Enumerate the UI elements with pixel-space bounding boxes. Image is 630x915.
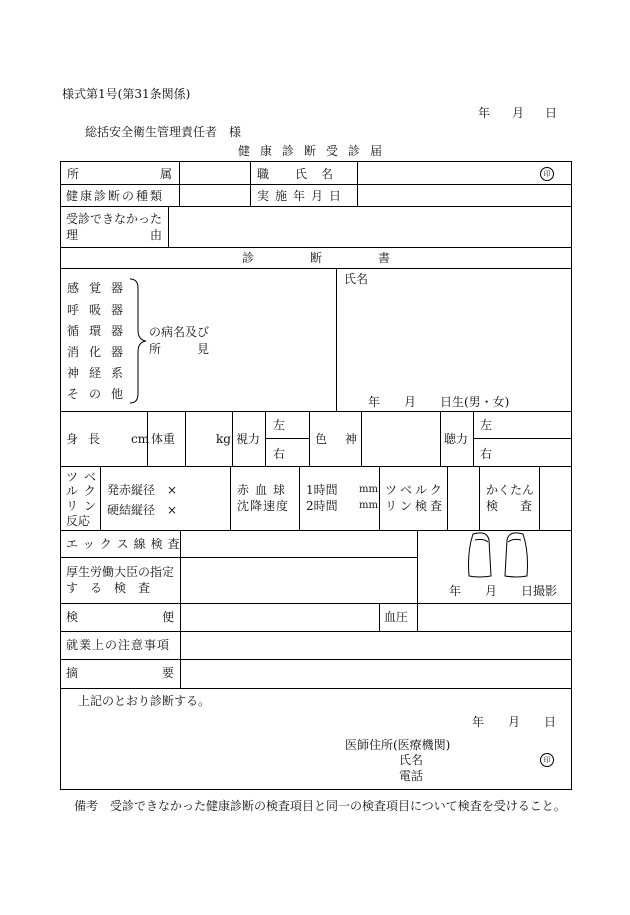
vision-left-label: 左 (273, 418, 286, 432)
tuberculin-label-1: ツベ (66, 470, 103, 484)
vision-label: 視力 (236, 432, 261, 446)
weight-label: 体重 (151, 432, 176, 446)
summary-label-b: 要 (161, 666, 174, 680)
summary-label-a: 摘 (66, 666, 79, 680)
chest-xray-icon (465, 532, 535, 580)
hearing-left-label: 左 (480, 418, 493, 432)
certification-statement: 上記のとおり診断する。 (78, 694, 211, 708)
esr-hour1: 1時間 (306, 483, 338, 497)
tuberculin-label-2: ルク (66, 484, 102, 498)
findings-label-a: 所 (149, 342, 162, 356)
color-vision-label: 色神 (315, 432, 376, 446)
form-number: 様式第1号(第31条関係) (62, 87, 191, 101)
certification-date: 年 月 日 (472, 715, 557, 729)
date-month-label: 月 (512, 106, 525, 120)
organ-item: 神経系 (67, 366, 134, 380)
erythema-label: 発赤縦径 × (107, 483, 178, 497)
tb-test-label-1: ツベルク (385, 483, 445, 497)
stool-label-b: 便 (161, 610, 174, 624)
weight-unit: kg (216, 432, 231, 446)
esr-label-2: 沈降速度 (237, 499, 290, 513)
reason-label-line1: 受診できなかった (66, 212, 163, 226)
tb-test-label-2: リン検査 (385, 499, 446, 513)
exam-type-label: 健康診断の種類 (66, 189, 165, 203)
doctor-address-label: 医師住所(医療機関) (345, 738, 451, 752)
name-label: 氏名 (295, 167, 348, 181)
remarks-note: 備考 受診できなかった健康診断の検査項目と同一の検査項目について検査を受けること。 (74, 799, 566, 813)
name-seal: 印 (540, 167, 554, 181)
date-day-label: 日 (545, 106, 558, 120)
addressee: 総括安全衛生管理責任者 様 (85, 125, 242, 139)
minister-label-1: 厚生労働大臣の指定 (66, 565, 175, 579)
birth-date-line: 年 月 日生(男・女) (368, 395, 510, 409)
reason-label-b: 由 (149, 228, 162, 242)
organ-item: 消化器 (67, 345, 134, 359)
xray-label: エックス線検査 (66, 537, 185, 551)
stool-label-a: 検 (66, 610, 79, 624)
date-year-label: 年 (478, 106, 491, 120)
exam-date-label: 実施年月日 (257, 189, 348, 203)
organ-item: 感覚器 (67, 281, 134, 295)
organ-brace (128, 278, 150, 404)
tuberculin-label-4: 反応 (66, 514, 91, 528)
organ-item: 循環器 (67, 324, 134, 338)
hearing-label: 聴力 (444, 432, 469, 446)
esr-hour2: 2時間 (306, 499, 338, 513)
height-unit: cm (131, 432, 150, 446)
form-title: 健康診断受診届 (238, 144, 393, 158)
sputum-label-1: かくたん (486, 483, 535, 497)
height-label: 身長 (66, 432, 111, 446)
doctor-seal: 印 (540, 753, 554, 767)
diagnosis-heading: 診断書 (242, 251, 447, 265)
minister-label-2: する検査 (66, 581, 163, 595)
sputum-label-2: 検査 (486, 499, 555, 513)
affiliation-label-b: 属 (159, 167, 172, 181)
esr-label-1: 赤血球 (237, 483, 292, 497)
patient-name-label: 氏名 (344, 272, 369, 286)
hearing-right-label: 右 (480, 447, 493, 461)
esr-hour1-unit: mm (359, 484, 378, 495)
reason-label-a: 理 (66, 228, 79, 242)
esr-hour2-unit: mm (359, 500, 378, 511)
disease-label-line1: の病名及び (149, 325, 210, 339)
affiliation-label-a: 所 (67, 167, 80, 181)
organ-item: 呼吸器 (67, 303, 134, 317)
doctor-name-label: 氏名 (399, 753, 424, 767)
findings-label-b: 見 (196, 342, 209, 356)
tuberculin-label-3: リン (66, 499, 103, 513)
vision-right-label: 右 (273, 447, 286, 461)
bp-label: 血圧 (384, 610, 409, 624)
job-label: 職 (257, 167, 270, 181)
doctor-phone-label: 電話 (399, 769, 424, 783)
work-note-label: 就業上の注意事項 (66, 638, 171, 652)
induration-label: 硬結縦径 × (107, 503, 178, 517)
xray-photo-date: 年 月 日撮影 (449, 584, 558, 598)
organ-item: その他 (67, 387, 134, 401)
